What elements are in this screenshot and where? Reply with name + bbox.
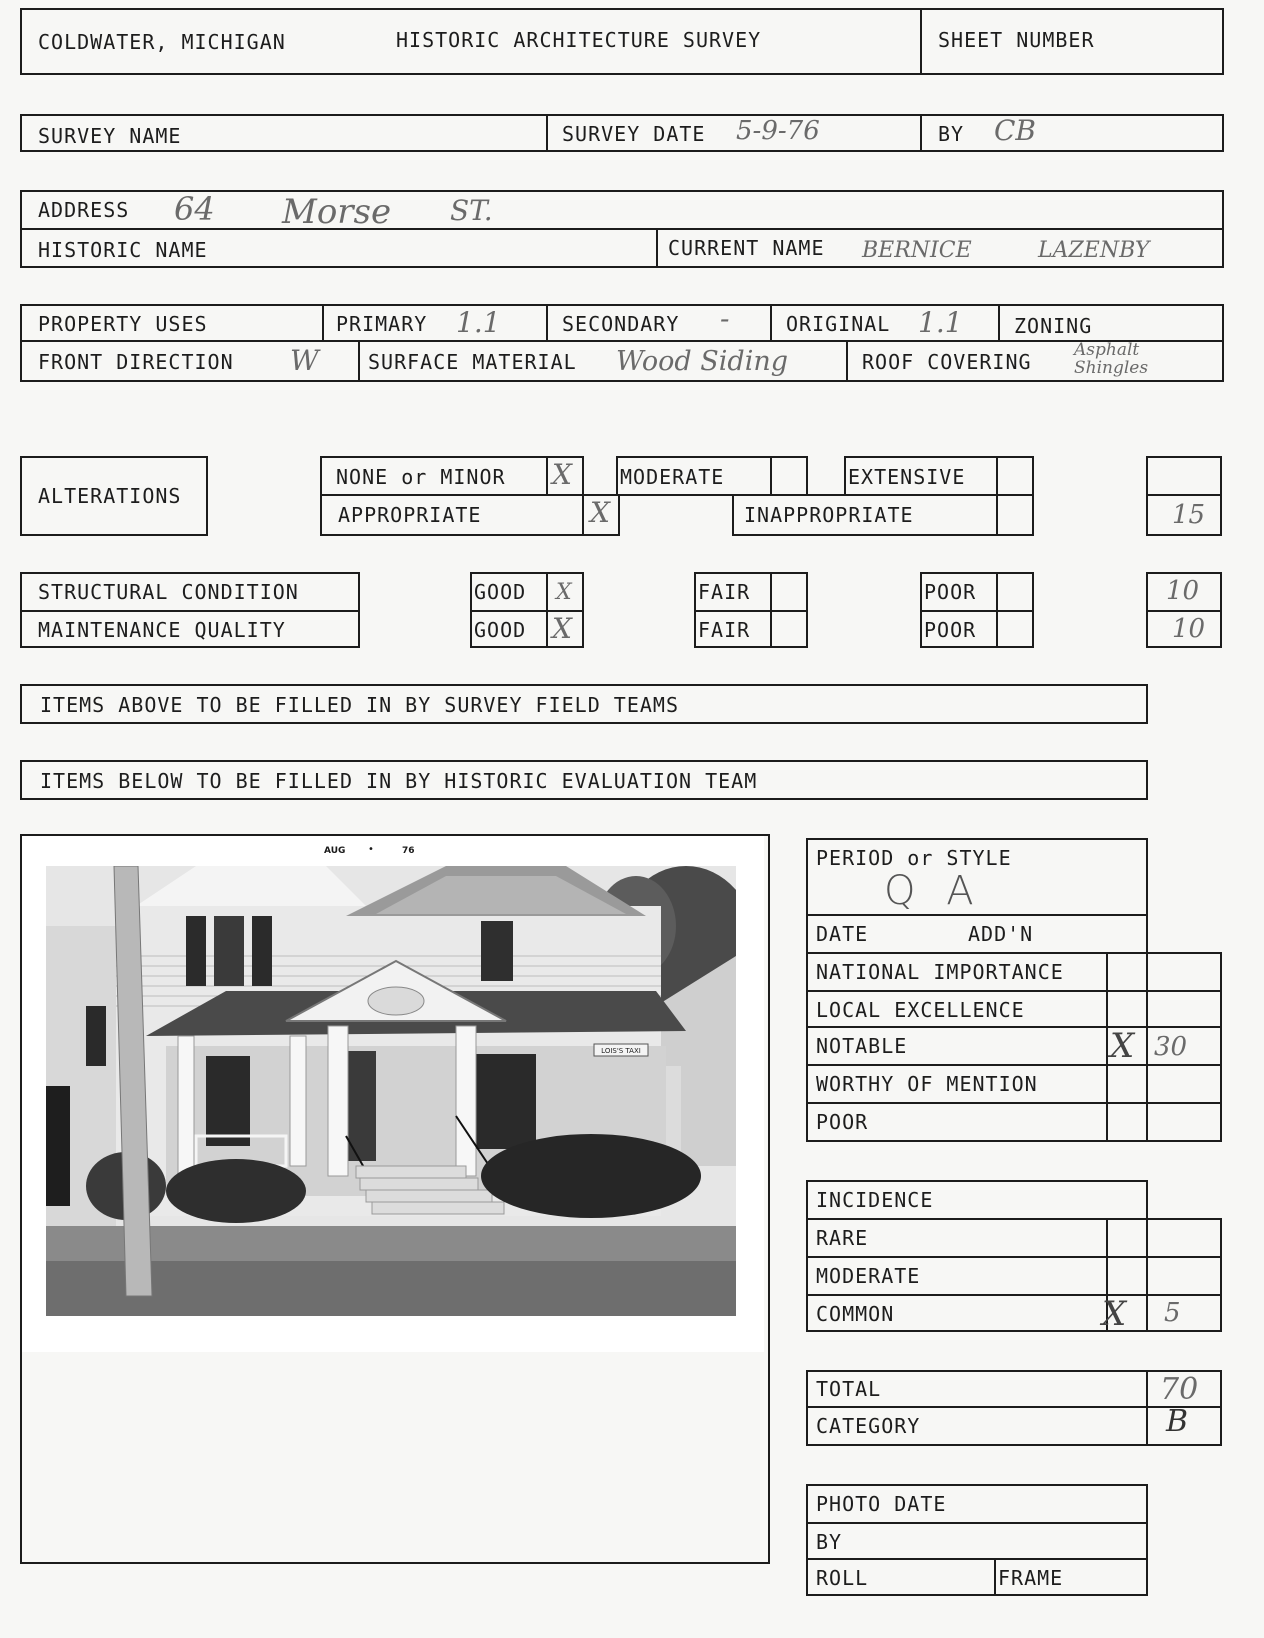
photo-stamp-dot: • <box>368 844 374 855</box>
property-div-2 <box>546 304 548 342</box>
local-excellence-label: LOCAL EXCELLENCE <box>816 998 1025 1022</box>
current-name-last: LAZENBY <box>1038 238 1150 263</box>
current-name-divider <box>656 228 658 268</box>
address-right <box>1222 190 1224 268</box>
notable-label: NOTABLE <box>816 1034 908 1058</box>
extensive-label: EXTENSIVE <box>848 465 966 489</box>
period-style-label: PERIOD or STYLE <box>816 846 1012 870</box>
poor-label-1: POOR <box>924 580 977 604</box>
house-photo <box>46 866 736 1316</box>
city-label: COLDWATER, MICHIGAN <box>38 30 286 54</box>
incidence-row-1 <box>806 1218 1222 1220</box>
photo-info-row-2 <box>806 1558 1148 1560</box>
property-div-3 <box>770 304 772 342</box>
secondary-value: - <box>720 302 730 335</box>
survey-div-2 <box>920 114 922 152</box>
maintenance-good-mark: X <box>552 612 572 645</box>
eval-right-edge <box>1220 952 1222 1142</box>
roof-covering-value-2: Shingles <box>1074 358 1149 378</box>
good-label-2: GOOD <box>474 618 527 642</box>
property-mid <box>20 340 1224 342</box>
incidence-row-2 <box>806 1256 1222 1258</box>
below-note: ITEMS BELOW TO BE FILLED IN BY HISTORIC EVALUATION TEAM <box>40 769 758 793</box>
secondary-label: SECONDARY <box>562 312 680 336</box>
national-importance-label: NATIONAL IMPORTANCE <box>816 960 1064 984</box>
moderate-label: MODERATE <box>620 465 725 489</box>
house-photo-print <box>22 836 764 1352</box>
incidence-row-3 <box>806 1294 1222 1296</box>
original-label: ORIGINAL <box>786 312 891 336</box>
surface-material-value: Wood Siding <box>616 346 789 377</box>
photo-info-row-1 <box>806 1522 1148 1524</box>
eval-addn-label: ADD'N <box>968 922 1034 946</box>
eval-row-4 <box>806 1064 1222 1066</box>
survey-row-top <box>20 114 1224 116</box>
total-value: 70 <box>1160 1372 1199 1407</box>
property-div-6 <box>846 340 848 382</box>
fair-label-1: FAIR <box>698 580 751 604</box>
maintenance-quality-label: MAINTENANCE QUALITY <box>38 618 286 642</box>
surface-material-label: SURFACE MATERIAL <box>368 350 577 374</box>
address-suffix: ST. <box>450 194 493 227</box>
good-label-1: GOOD <box>474 580 527 604</box>
historic-name-label: HISTORIC NAME <box>38 238 208 262</box>
alterations-label: ALTERATIONS <box>38 484 182 508</box>
common-score: 5 <box>1164 1298 1181 1328</box>
survey-date-label: SURVEY DATE <box>562 122 706 146</box>
survey-date-value: 5-9-76 <box>736 116 820 146</box>
survey-by-value: CB <box>994 114 1036 147</box>
eval-row-3 <box>806 1026 1222 1028</box>
property-div-4 <box>998 304 1000 342</box>
current-name-first: BERNICE <box>862 238 972 263</box>
address-street: Morse <box>282 192 392 232</box>
property-left <box>20 304 22 382</box>
eval-row-2 <box>806 990 1222 992</box>
rare-label: RARE <box>816 1226 869 1250</box>
totals-value-div <box>1146 1370 1148 1446</box>
extensive-check-div <box>996 456 998 496</box>
property-top <box>20 304 1224 306</box>
address-label: ADDRESS <box>38 198 130 222</box>
structural-condition-label: STRUCTURAL CONDITION <box>38 580 299 604</box>
poor-label-2: POOR <box>924 618 977 642</box>
photo-stamp-month: AUG <box>324 846 346 856</box>
current-name-label: CURRENT NAME <box>668 236 825 260</box>
notable-score: 30 <box>1154 1032 1188 1062</box>
survey-div-1 <box>546 114 548 152</box>
primary-label: PRIMARY <box>336 312 428 336</box>
property-div-1 <box>322 304 324 342</box>
condition-label-div <box>20 610 360 612</box>
front-direction-value: W <box>290 344 319 377</box>
survey-right-edge <box>1222 114 1224 152</box>
none-minor-check-div <box>546 456 548 496</box>
poor-check-div <box>996 572 998 648</box>
porch-sign: LOIS'S TAXI <box>601 1047 641 1055</box>
eval-row-5 <box>806 1102 1222 1104</box>
poor-div <box>920 610 1034 612</box>
incidence-label: INCIDENCE <box>816 1188 934 1212</box>
eval-check-div <box>1106 952 1108 1142</box>
structural-good-mark: X <box>556 580 572 605</box>
survey-left-edge <box>20 114 22 152</box>
incidence-moderate-label: MODERATE <box>816 1264 921 1288</box>
common-mark: X <box>1102 1294 1127 1334</box>
alterations-score-div <box>1146 494 1222 496</box>
appropriate-check-div <box>582 494 584 536</box>
photo-by-label: BY <box>816 1530 843 1554</box>
none-minor-mark: X <box>552 458 572 491</box>
none-minor-label: NONE or MINOR <box>336 465 506 489</box>
roll-label: ROLL <box>816 1566 869 1590</box>
eval-date-label: DATE <box>816 922 869 946</box>
zoning-label: ZONING <box>1014 314 1093 338</box>
good-check-div <box>546 572 548 648</box>
eval-row-1 <box>806 952 1222 954</box>
address-mid <box>20 228 1224 230</box>
front-direction-label: FRONT DIRECTION <box>38 350 234 374</box>
inappropriate-check-div <box>996 494 998 536</box>
moderate-check-div <box>770 456 772 496</box>
survey-row-bottom <box>20 150 1224 152</box>
notable-mark: X <box>1110 1026 1135 1066</box>
frame-label: FRAME <box>998 1566 1064 1590</box>
form-title: HISTORIC ARCHITECTURE SURVEY <box>396 28 762 52</box>
category-label: CATEGORY <box>816 1414 921 1438</box>
address-left <box>20 190 22 268</box>
photo-date-label: PHOTO DATE <box>816 1492 947 1516</box>
condition-score-div <box>1146 610 1222 612</box>
alterations-score: 15 <box>1172 500 1206 530</box>
primary-value: 1.1 <box>456 306 501 339</box>
eval-row-0 <box>806 914 1148 916</box>
roll-frame-div <box>994 1558 996 1596</box>
inappropriate-label: INAPPROPRIATE <box>744 503 914 527</box>
property-bottom <box>20 380 1224 382</box>
appropriate-mark: X <box>590 496 610 529</box>
structural-score: 10 <box>1166 576 1200 606</box>
header-divider <box>920 8 922 75</box>
roof-covering-label: ROOF COVERING <box>862 350 1032 374</box>
roof-covering-value-1: Asphalt <box>1074 340 1140 360</box>
maintenance-score: 10 <box>1172 614 1206 644</box>
photo-stamp-year: 76 <box>402 846 415 856</box>
worthy-of-mention-label: WORTHY OF MENTION <box>816 1072 1038 1096</box>
survey-name-label: SURVEY NAME <box>38 124 182 148</box>
eval-poor-label: POOR <box>816 1110 869 1134</box>
total-label: TOTAL <box>816 1377 882 1401</box>
category-value: B <box>1166 1404 1189 1439</box>
survey-by-label: BY <box>938 122 965 146</box>
sheet-number-label: SHEET NUMBER <box>938 28 1095 52</box>
fair-check-div <box>770 572 772 648</box>
appropriate-label: APPROPRIATE <box>338 503 482 527</box>
address-number: 64 <box>174 190 215 228</box>
fair-div <box>694 610 808 612</box>
property-div-5 <box>358 340 360 382</box>
above-note: ITEMS ABOVE TO BE FILLED IN BY SURVEY FIELD TEAMS <box>40 693 680 717</box>
fair-label-2: FAIR <box>698 618 751 642</box>
property-right <box>1222 304 1224 382</box>
original-value: 1.1 <box>918 306 963 339</box>
period-style-value: Q A <box>884 868 974 914</box>
property-uses-label: PROPERTY USES <box>38 312 208 336</box>
eval-row-6 <box>1106 1140 1222 1142</box>
common-label: COMMON <box>816 1302 895 1326</box>
incidence-right-edge <box>1220 1218 1222 1332</box>
address-bottom <box>20 266 1224 268</box>
